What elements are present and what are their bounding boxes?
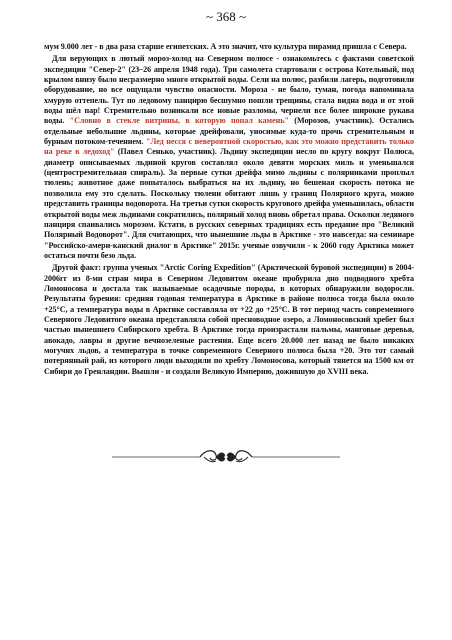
page-number: ~ 368 ~: [205, 9, 247, 24]
paragraph-3: Другой факт: группа ученых "Arctic Coring Expedition" (Арктической буровой экспедиции) в 2004-2006гг из 8-ми стран мира в Северном Ледовитом океане пробурила дно подводного хребта Ломоносова и достала так называемые осадочные породы, в которых обнаружили водоросли. Результаты бурения: средняя годовая температура в Арктике в районе полюса тогда была около +25°C, а температура воды в Арктике составляла от +22 до +25°C. В тот период часть современного Северного Ледовитого океана представляла собой пресноводное озеро, а Ломоносовский хребет был частью нынешнего Сибирского хребта. В Арктике тогда произрастали пальмы, манговые деревья, авокадо, лавры и другие вечнозеленые растения. Еще всего 20.000 лет назад не было никаких могучих льдов, а температура в точке современного Северного полюса была +20. Это тот самый потерянный рай, из которого люди выходили по хребту Ломоносова, который тянется на 1500 км от Сибири до Гренландии. Вышли - и создали Великую Империю, дожившую до XVIII века.: [44, 263, 414, 376]
paragraph-2-part-1: Для верующих в лютый мороз-холод на Северном полюсе - ознакомьтесь с фактами советской экспедиции "Север-2" (23–26 апреля 1948 года). Три самолета стартовали с острова Котельный, под крылом внизу было несразмерно много открытой воды. Сели на полюс, разбили лагерь, подготовили оборудование, но все ощущали чувство опасности. Мороза - не было, туман, погода напоминала хмурую оттепель. Тут по ледовому панцирю бесшумно пошли трещины, стала видна вода и от этой воды шёл пар! Стремительно возникали все новые разломы, чернели все более широкие рукава воды.: [44, 54, 414, 126]
quote-senko: "Лед несся с невероятной скоростью, как это можно представить только на реке в ледоход": [44, 137, 414, 157]
paragraph-2: [44, 54, 414, 261]
quote-morozov: "Словно в стекле витрины, в которую попал камень": [69, 116, 289, 126]
paragraph-2-part-3: (Павел Сенько, участник). Льдину экспедиции несло по кругу вокруг Полюса, диаметр описываемых льдиной кругов составлял около девяти морских миль и уменьшался (центростремительная спираль). За первые сутки дрейфа мимо льдины с полярниками проплыл тюлень; животное даже попыталось выбраться на их льдину, но бешеная скорость потока не позволила ему это сделать. Поскольку тюлени обитают лишь у границ Полярного круга, можно представить границы водоворота. На третьи сутки скорость кругового дрейфа уменьшилась, области открытой воды меж льдинами сократились, полярный холод вновь обретал права. Осколки ледяного панциря спаивались морозом. Кстати, в русских северных традициях есть предание про "Великий Полярный Водоворот". Для считающих, что нынешние льды в Арктике - это навсегда: на семинаре "Российско-амери-канский диалог в Арктике" 2015г. ученые озвучили - к 2060 году Арктика может остаться почти безо льда.: [44, 147, 414, 260]
body-text: [44, 42, 414, 379]
ornamental-divider-icon: [112, 447, 340, 467]
paragraph-1: мум 9.000 лет - в два раза старше египетских. А это значит, что культура пирамид пришла с Севера.: [44, 42, 407, 51]
paragraph-2-part-2: (Морозов, участник). Остались отдельные небольшие льдины, которые дрейфовали, уносимые куда-то прочь стремительным и бурным потоком-течением.: [44, 116, 415, 147]
